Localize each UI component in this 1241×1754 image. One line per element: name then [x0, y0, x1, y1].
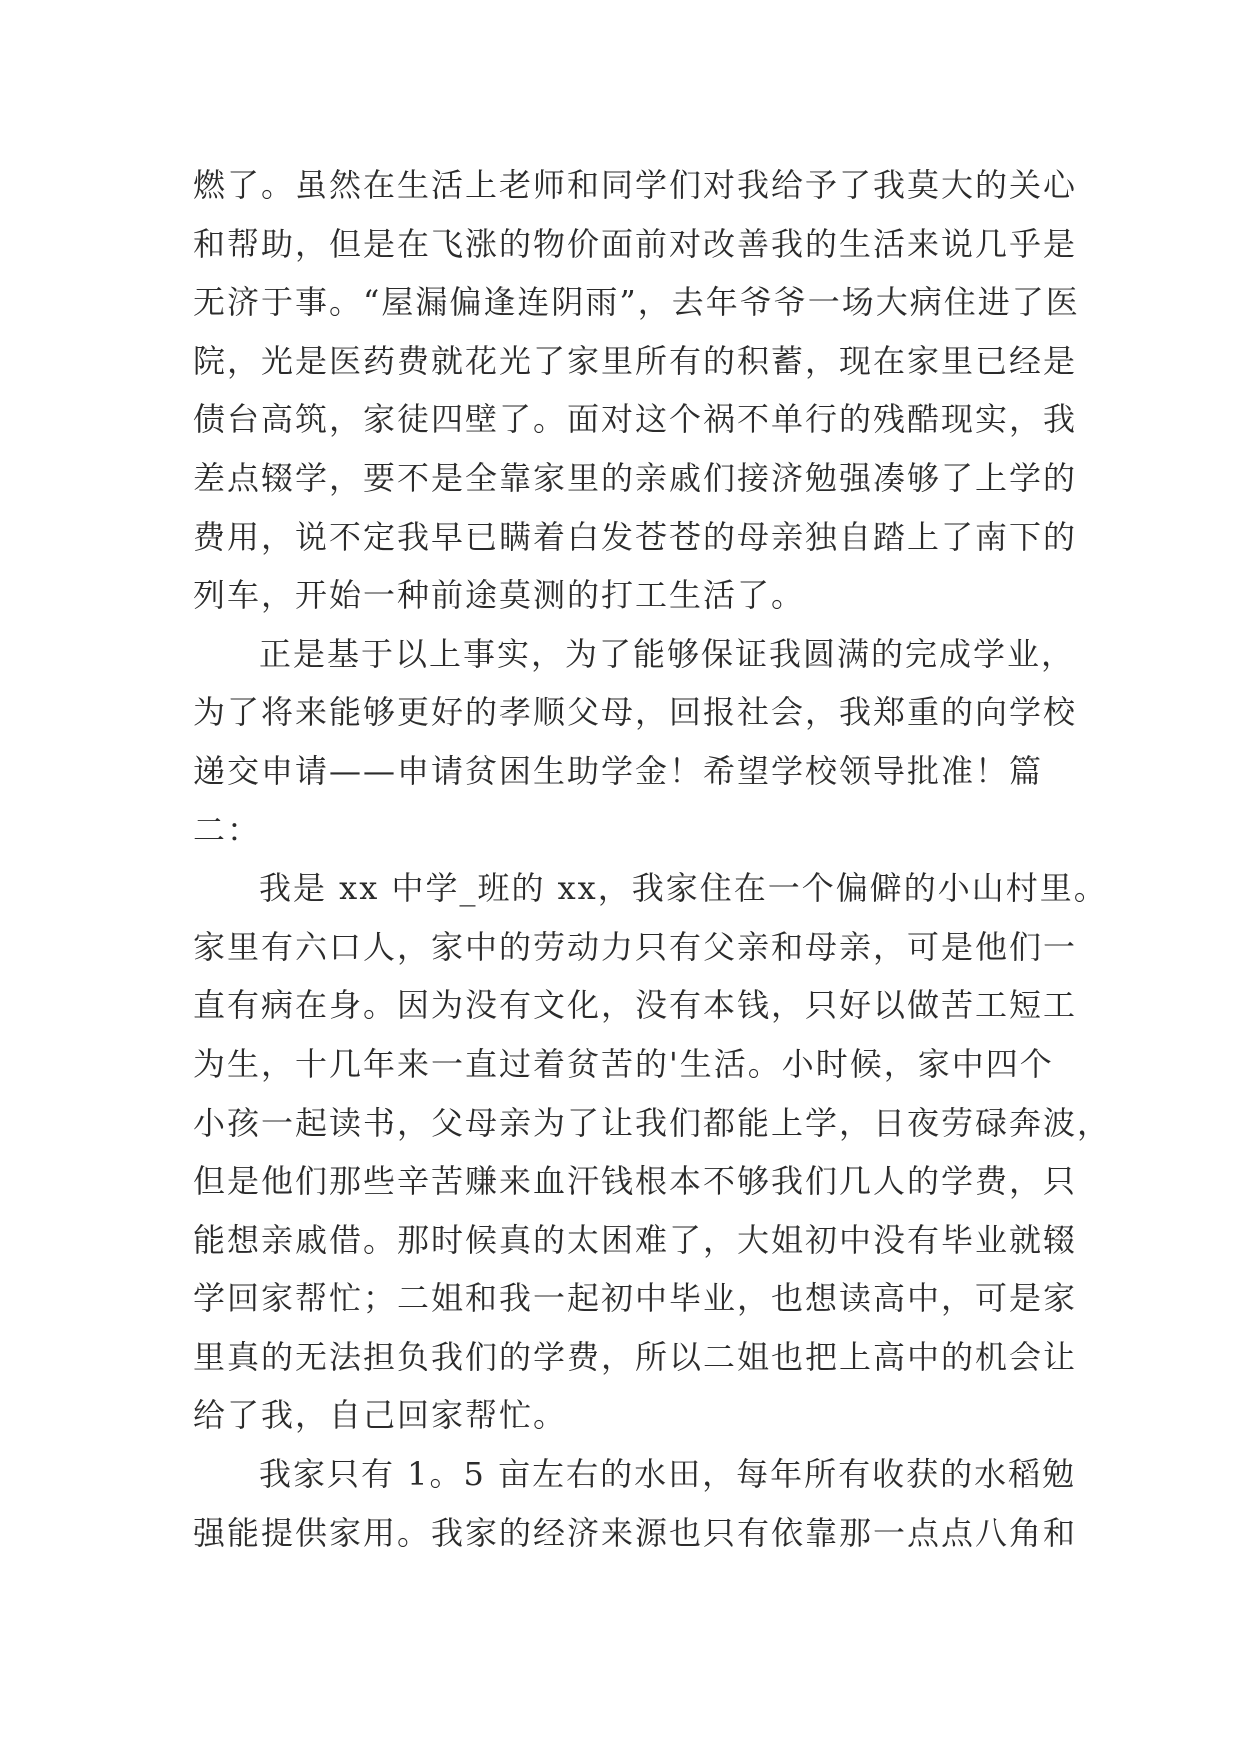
text-line: 差点辍学，要不是全靠家里的亲戚们接济勉强凑够了上学的 — [193, 458, 1078, 497]
text-line: 无济于事。“屋漏偏逢连阴雨”，去年爷爷一场大病住进了医 — [193, 283, 1080, 322]
text-line: 但是他们那些辛苦赚来血汗钱根本不够我们几人的学费，只 — [193, 1162, 1078, 1201]
text-line: 家里有六口人，家中的劳动力只有父亲和母亲，可是他们一 — [193, 927, 1078, 966]
text-line: 小孩一起读书，父母亲为了让我们都能上学，日夜劳碌奔波， — [193, 1103, 1112, 1142]
text-line: 为生，十几年来一直过着贫苦的'生活。小时候，家中四个 — [193, 1044, 1054, 1083]
text-line: 二： — [193, 810, 262, 849]
paragraph-start-line: 正是基于以上事实，为了能够保证我圆满的完成学业， — [259, 634, 1076, 673]
text-line: 递交申请——申请贫困生助学金！希望学校领导批准！篇 — [193, 751, 1044, 790]
text-line: 列车，开始一种前途莫测的打工生活了。 — [193, 576, 806, 615]
text-line: 能想亲戚借。那时候真的太困难了，大姐初中没有毕业就辍 — [193, 1220, 1078, 1259]
text-line: 学回家帮忙；二姐和我一起初中毕业，也想读高中，可是家 — [193, 1279, 1078, 1318]
text-line: 直有病在身。因为没有文化，没有本钱，只好以做苦工短工 — [193, 986, 1078, 1025]
text-line: 为了将来能够更好的孝顺父母，回报社会，我郑重的向学校 — [193, 693, 1078, 732]
body-text — [193, 156, 1112, 1562]
text-line: 强能提供家用。我家的经济来源也只有依靠那一点点八角和 — [193, 1513, 1078, 1552]
paragraph-start-line: 我家只有 1。5 亩左右的水田，每年所有收获的水稻勉 — [259, 1455, 1077, 1494]
text-line: 债台高筑，家徒四壁了。面对这个祸不单行的残酷现实，我 — [193, 400, 1078, 439]
text-line: 里真的无法担负我们的学费，所以二姐也把上高中的机会让 — [193, 1337, 1078, 1376]
text-line: 和帮助，但是在飞涨的物价面前对改善我的生活来说几乎是 — [193, 224, 1078, 263]
text-line: 院，光是医药费就花光了家里所有的积蓄，现在家里已经是 — [193, 341, 1078, 380]
text-line: 给了我，自己回家帮忙。 — [193, 1396, 568, 1435]
text-line: 费用，说不定我早已瞒着白发苍苍的母亲独自踏上了南下的 — [193, 517, 1078, 556]
paragraph-start-line: 我是 xx 中学_班的 xx，我家住在一个偏僻的小山村里。 — [259, 869, 1108, 908]
text-line: 燃了。虽然在生活上老师和同学们对我给予了我莫大的关心 — [193, 166, 1078, 204]
